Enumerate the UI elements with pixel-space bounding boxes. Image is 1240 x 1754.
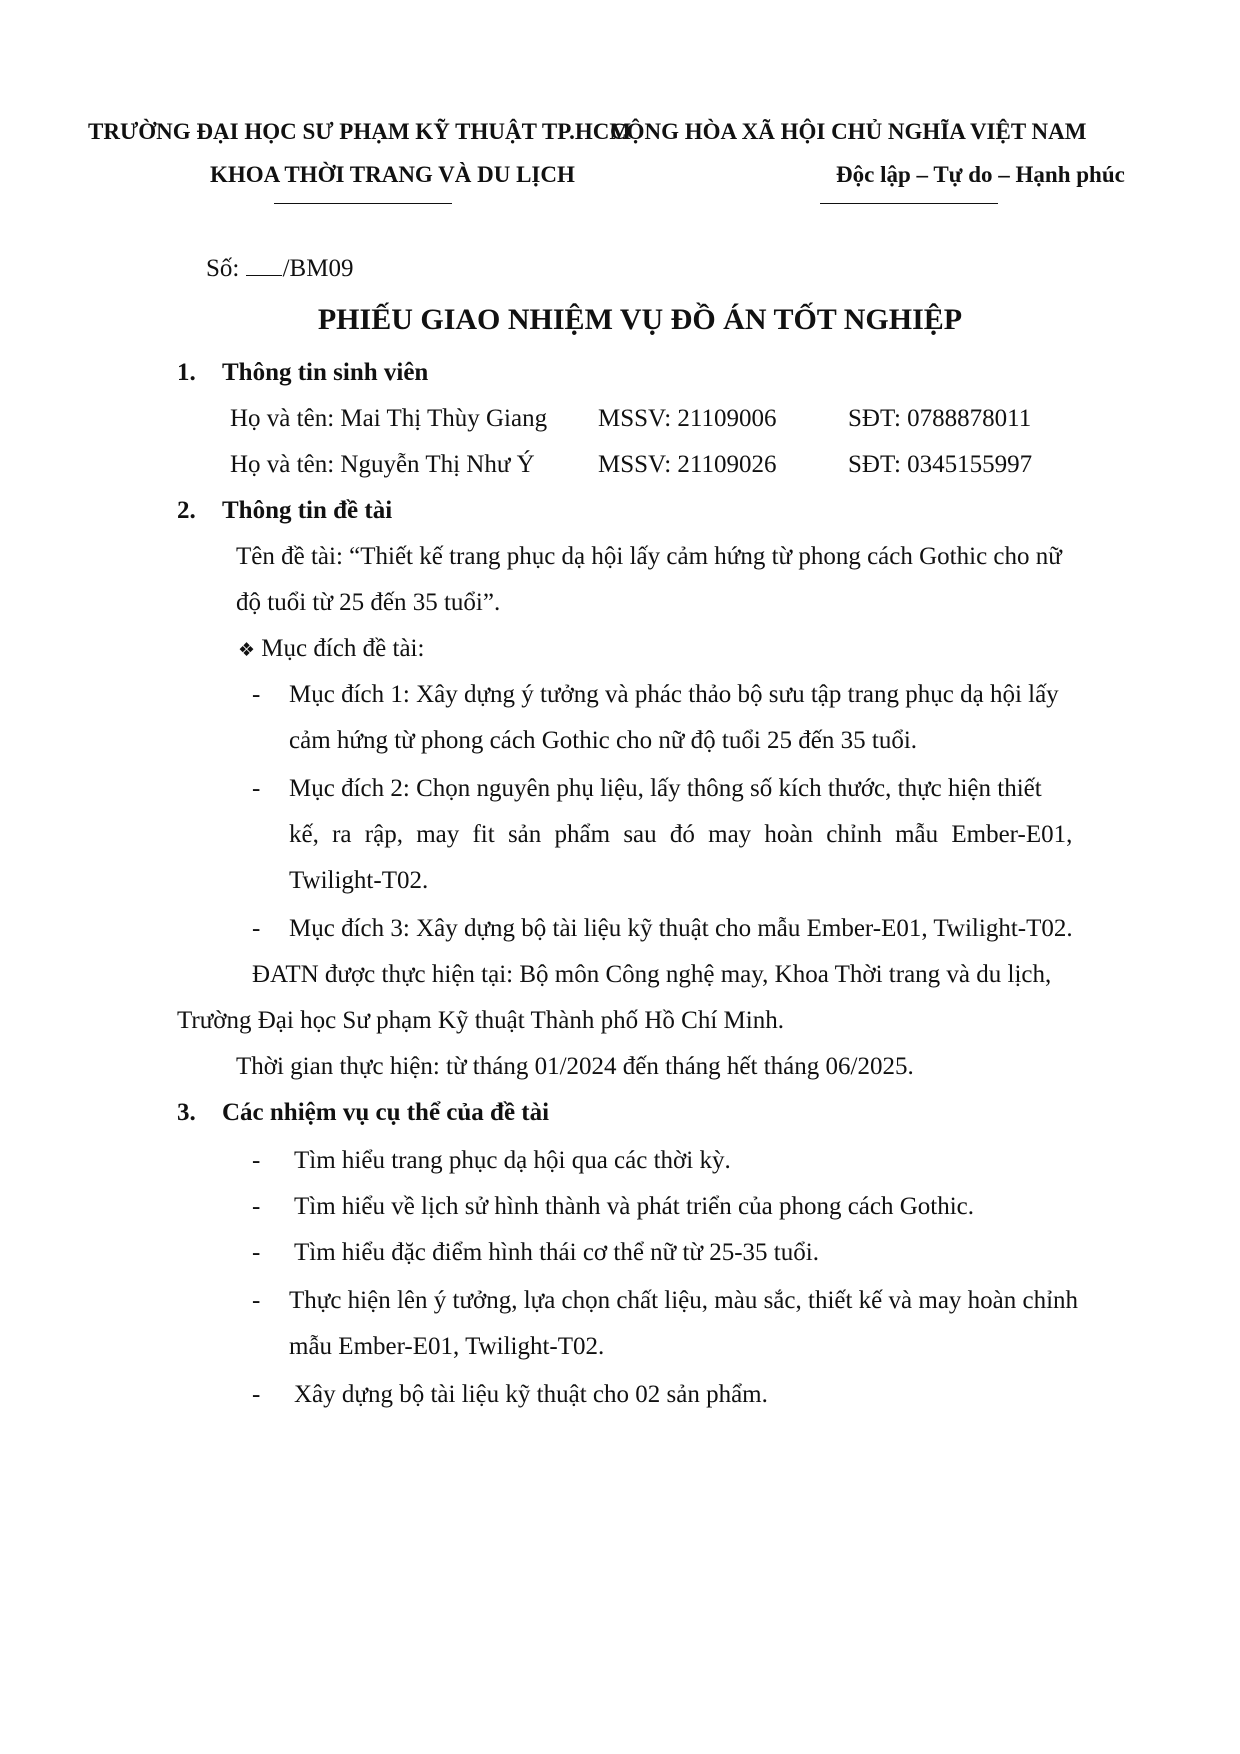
purpose1-dash: -: [252, 681, 261, 708]
purpose1-line-1: Mục đích 1: Xây dựng ý tưởng và phác thảo bộ sưu tập trang phục dạ hội lấy: [289, 681, 1059, 708]
student2-mssv: MSSV: 21109026: [598, 451, 777, 478]
section2-heading: Thông tin đề tài: [222, 497, 393, 524]
student1-mssv: MSSV: 21109006: [598, 405, 777, 432]
task2-dash: -: [252, 1193, 261, 1220]
task3-dash: -: [252, 1239, 261, 1266]
section1-number: 1.: [177, 359, 196, 386]
task1-dash: -: [252, 1147, 261, 1174]
location-line-1: ĐATN được thực hiện tại: Bộ môn Công nghệ may, Khoa Thời trang và du lịch,: [252, 961, 1052, 988]
student2-phone: SĐT: 0345155997: [848, 451, 1033, 478]
section3-number: 3.: [177, 1099, 196, 1126]
country-name: CỘNG HÒA XÃ HỘI CHỦ NGHĨA VIỆT NAM: [610, 119, 1087, 144]
student1-name: Họ và tên: Mai Thị Thùy Giang: [230, 405, 548, 432]
document-title: PHIẾU GIAO NHIỆM VỤ ĐỒ ÁN TỐT NGHIỆP: [317, 303, 963, 336]
purpose2-line-3: Twilight-T02.: [289, 867, 429, 894]
purpose2-line-1: Mục đích 2: Chọn nguyên phụ liệu, lấy thông số kích thước, thực hiện thiết: [289, 775, 1042, 802]
purpose-heading: [238, 636, 424, 661]
section3-heading: Các nhiệm vụ cụ thể của đề tài: [222, 1099, 550, 1126]
task1: Tìm hiểu trang phục dạ hội qua các thời kỳ.: [294, 1147, 731, 1174]
topic-line-1: Tên đề tài: “Thiết kế trang phục dạ hội lấy cảm hứng từ phong cách Gothic cho nữ: [236, 543, 1062, 570]
purpose2-dash: -: [252, 775, 261, 802]
task4-line-1: Thực hiện lên ý tưởng, lựa chọn chất liệu, màu sắc, thiết kế và may hoàn chỉnh: [289, 1287, 1079, 1314]
purpose1-line-2: cảm hứng từ phong cách Gothic cho nữ độ tuổi 25 đến 35 tuổi.: [289, 727, 918, 754]
student1-phone: SĐT: 0788878011: [848, 405, 1032, 432]
document-number: [206, 255, 353, 281]
faculty-underline: [274, 203, 452, 204]
task4-line-2: mẫu Ember-E01, Twilight-T02.: [289, 1333, 605, 1360]
motto-underline: [820, 203, 998, 204]
purpose3-dash: -: [252, 915, 261, 942]
task3: Tìm hiểu đặc điểm hình thái cơ thể nữ từ 25-35 tuổi.: [294, 1239, 819, 1266]
section1-heading: Thông tin sinh viên: [222, 359, 429, 386]
university-name: TRƯỜNG ĐẠI HỌC SƯ PHẠM KỸ THUẬT TP.HCM: [88, 119, 632, 144]
topic-line-2: độ tuổi từ 25 đến 35 tuổi”.: [236, 589, 501, 616]
purpose2-line-2: kế, ra rập, may fit sản phẩm sau đó may hoàn chỉnh mẫu Ember-E01,: [289, 821, 1073, 848]
student2-name: Họ và tên: Nguyễn Thị Như Ý: [230, 451, 535, 478]
diamond-bullet-icon: ❖: [238, 639, 256, 661]
time-line: Thời gian thực hiện: từ tháng 01/2024 đến tháng hết tháng 06/2025.: [236, 1053, 914, 1080]
task2: Tìm hiểu về lịch sử hình thành và phát triển của phong cách Gothic.: [294, 1193, 975, 1220]
task5-dash: -: [252, 1381, 261, 1408]
document-number-prefix: Số:: [206, 255, 240, 282]
purpose3-line-1: Mục đích 3: Xây dựng bộ tài liệu kỹ thuật cho mẫu Ember-E01, Twilight-T02.: [289, 915, 1073, 942]
section2-number: 2.: [177, 497, 196, 524]
document-number-suffix: /BM09: [282, 255, 354, 282]
motto: Độc lập – Tự do – Hạnh phúc: [836, 162, 1125, 187]
purpose-heading-label: Mục đích đề tài:: [261, 635, 425, 662]
document-number-blank: [246, 255, 282, 276]
faculty-name: KHOA THỜI TRANG VÀ DU LỊCH: [210, 162, 575, 187]
location-line-2: Trường Đại học Sư phạm Kỹ thuật Thành phố Hồ Chí Minh.: [177, 1007, 784, 1034]
task5: Xây dựng bộ tài liệu kỹ thuật cho 02 sản phẩm.: [294, 1381, 768, 1408]
task4-dash: -: [252, 1287, 261, 1314]
